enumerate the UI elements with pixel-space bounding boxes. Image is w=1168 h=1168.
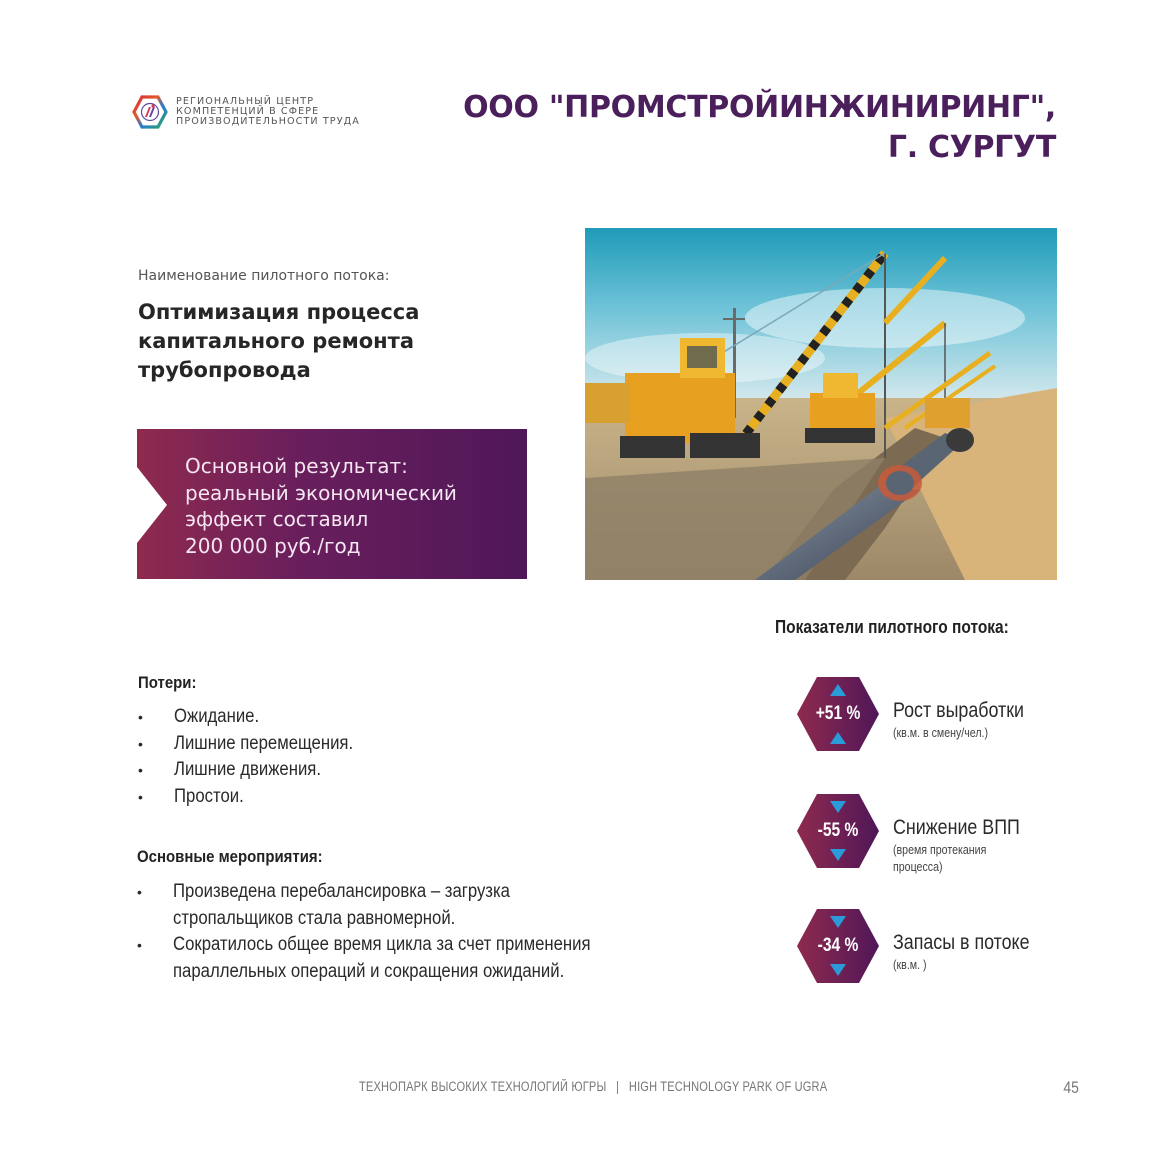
bullet-icon: • <box>137 937 142 953</box>
kpi-hexagon <box>797 677 879 751</box>
logo-line: РЕГИОНАЛЬНЫЙ ЦЕНТР <box>176 96 315 107</box>
title-line: ООО "ПРОМСТРОЙИНЖИНИРИНГ", <box>463 90 1056 125</box>
activity-item-text <box>173 879 510 932</box>
main-result-banner <box>137 429 527 579</box>
loss-item-text: Простои. <box>174 785 244 807</box>
bullet-icon: • <box>138 735 143 752</box>
loss-item-text: Лишние движения. <box>174 759 321 780</box>
losses-heading: Потери: <box>138 673 197 692</box>
kpi-subtitle <box>893 725 988 742</box>
flow-name-line: трубопровода <box>138 358 311 382</box>
bullet-icon: • <box>138 788 143 805</box>
kpi-title: Запасы в потоке <box>893 931 1030 954</box>
kpi-value: +51 % <box>815 703 861 724</box>
pipeline-photo-illustration <box>585 228 1057 580</box>
hexagon-logo-icon <box>132 94 168 130</box>
kpi-subtitle <box>893 842 986 876</box>
flow-name-line: Оптимизация процесса <box>138 300 420 324</box>
result-line: реальный экономический <box>185 480 457 505</box>
arrow-notch-icon <box>137 467 167 543</box>
list-item <box>138 704 378 731</box>
pilot-flow-name <box>138 298 478 385</box>
list-item <box>138 784 378 811</box>
kpi-heading: Показатели пилотного потока: <box>775 617 1009 637</box>
page-title <box>463 88 1056 168</box>
activities-list <box>137 879 647 985</box>
logo-text <box>176 97 360 127</box>
activity-line: Сократилось общее время цикла за счет применения <box>173 934 591 955</box>
kpi-hexagon <box>797 794 879 868</box>
footer-text: ТЕХНОПАРК ВЫСОКИХ ТЕХНОЛОГИЙ ЮГРЫ | HIGH TECHNOLOGY PARK OF UGRA <box>359 1079 828 1094</box>
kpi-hexagon <box>797 909 879 983</box>
logo <box>132 94 360 130</box>
kpi-subtitle-line: (кв.м. в смену/чел.) <box>893 726 989 740</box>
kpi-lead-time-reduction <box>797 794 1057 874</box>
result-line: 200 000 руб./год <box>185 533 361 558</box>
result-line: Основной результат: <box>185 454 408 478</box>
list-item <box>138 731 378 758</box>
bullet-icon: • <box>138 709 143 725</box>
bullet-icon: • <box>138 762 143 778</box>
bullet-icon: • <box>137 884 142 900</box>
activity-line: стропальщиков стала равномерной. <box>173 907 456 929</box>
kpi-title: Снижение ВПП <box>893 816 1020 839</box>
kpi-value: -55 % <box>817 820 859 841</box>
main-result-text <box>185 453 457 559</box>
loss-item-text: Ожидание. <box>174 706 260 727</box>
list-item <box>137 932 647 985</box>
flow-name-line: капитального ремонта <box>138 329 415 353</box>
kpi-subtitle <box>893 957 927 974</box>
kpi-inventory <box>797 909 1057 983</box>
result-line: эффект составил <box>185 507 369 531</box>
kpi-subtitle-line: (время протекания <box>893 843 987 857</box>
logo-line: КОМПЕТЕНЦИЙ В СФЕРЕ <box>176 106 320 117</box>
title-line: Г. СУРГУТ <box>887 130 1056 165</box>
kpi-output-growth <box>797 677 1057 751</box>
activities-heading: Основные мероприятия: <box>137 847 323 866</box>
logo-line: ПРОИЗВОДИТЕЛЬНОСТИ ТРУДА <box>176 116 360 127</box>
page-number: 45 <box>1063 1078 1079 1097</box>
pipeline-construction-photo <box>585 228 1057 580</box>
losses-list <box>138 704 378 810</box>
activity-line: Произведена перебалансировка – загрузка <box>173 881 510 902</box>
loss-item-text: Лишние перемещения. <box>174 732 354 754</box>
kpi-title: Рост выработки <box>893 699 1024 722</box>
kpi-value: -34 % <box>817 935 859 956</box>
list-item <box>137 879 647 932</box>
list-item <box>138 757 378 784</box>
kpi-subtitle-line: процесса) <box>893 860 943 874</box>
pilot-flow-label: Наименование пилотного потока: <box>138 268 390 284</box>
activity-item-text <box>173 932 591 985</box>
activity-line: параллельных операций и сокращения ожиданий. <box>173 960 565 982</box>
kpi-subtitle-line: (кв.м. ) <box>893 958 927 972</box>
